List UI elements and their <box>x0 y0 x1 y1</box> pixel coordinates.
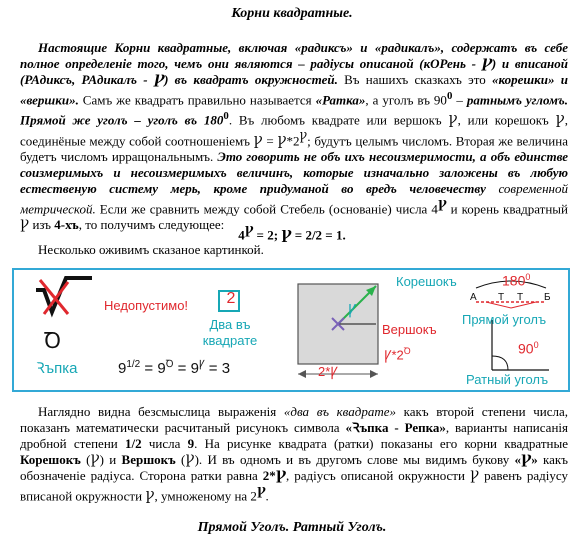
rat-angle-label: Ратный уголъ <box>466 372 549 387</box>
section-title: Прямой Уголъ. Ратный Уголъ. <box>197 520 387 535</box>
side-length-label: 2*Ꝩ <box>318 364 338 379</box>
straight-angle-label: Прямой уголъ <box>462 312 547 327</box>
square-rho-label: Ꝩ <box>348 301 357 317</box>
side-arrow-right <box>370 370 378 378</box>
two-squared-line2: квадрате <box>202 333 258 348</box>
root-formula: $4^Ꝩ = 2$; Ꝩ = 2/2 = 1. <box>238 225 346 243</box>
forbidden-label: Недопустимо! <box>104 298 189 313</box>
vershok-label: Вершокъ <box>382 322 437 337</box>
angle-90-label: $90^0$ <box>518 340 539 357</box>
degree-equation: $9^{1/2} = 9^Ꝺ = 9^Ꝩ = 3$ <box>118 359 231 377</box>
page-title: Корни квадратные. <box>231 6 353 21</box>
box-number: 2 <box>226 290 236 307</box>
two-squared-line1: Два въ <box>209 317 251 332</box>
koreshok-label: Корешокъ <box>396 274 457 289</box>
side-arrow-left <box>298 370 306 378</box>
point-a-label: А <box>470 292 477 303</box>
crossed-radical-icon <box>36 278 92 314</box>
point-b-label: Б <box>544 292 551 303</box>
angle-180-label: $180^0$ <box>502 272 531 289</box>
gamma-glyph: Ꝺ <box>44 328 62 353</box>
vershok-equation: $Ꝩ*2^Ꝺ$ <box>384 346 411 363</box>
lead-sentence: Несколько оживимъ сказаное картинкой. <box>38 242 264 257</box>
point-t1-label: Т <box>498 292 505 303</box>
explanation-paragraph: Наглядно видна безсмыслица выраженiя «два въ квадрате» какъ второй степени числа, показанъ математически расчитаный рисунокъ символа «Ꝛъпка - Репка», варианты написанiя дробной степени 1/2 числа 9. На рисунке квадрата (ратки) показаны его корни квадратные Корешокъ (Ꝩ) и Вершокъ (Ꝩ). И въ одномъ и въ другомъ слове мы видимъ букову «Ꝩ» какъ обозначенiе радiуса. Сторона ратки равна 2*Ꝩ, радiусъ описаной окружности Ꝩ равенъ радiусу вписаной окружности Ꝩ, умноженому на $2^Ꝩ$. <box>20 404 568 504</box>
intro-paragraph: Настоящие Корни квадратные, включая «радиксъ» и «радикалъ», содержатъ въ себе полное определенiе того, чемъ они являются – радiусы описаной (кОРень - Ꝩ) и вписаной (РАдиксъ, РАдикалъ - Ꝩ) въ квадратъ окружностей. Въ нашихъ сказкахъ это «корешки» и «вершки». Самъ же квадратъ правильно называется «Ратка», а уголъ въ $90^0$ – ратнымъ угломъ. Прямой же уголъ – уголъ въ $180^0$. Въ любомъ квадрате или вершокъ Ꝩ, или корешокъ Ꝩ, соединёные между собой соотношенiемъ Ꝩ = $Ꝩ*2^Ꝩ$; будутъ целымъ числомъ. Вторая же величина будетъ числомъ ирращональнымъ. Это говорить не объ ихъ несоизмеримости, а объ единстве соизмеримыхъ и несоизмеримыхъ величинъ, которые изначально заложены въ любую естественую систему мерь, кроме придуманой во вредъ человечеству современной метрической. Если же сравнить между собой Стебель (основанiе) числа $4^Ꝩ$ и корень квадратный Ꝩ изъ 4-хъ, то получимъ следующее: <box>20 40 568 233</box>
repka-glyph: Ꝛъпка <box>36 360 78 377</box>
illustration-panel <box>12 268 570 392</box>
point-t2-label: Т <box>517 292 524 303</box>
